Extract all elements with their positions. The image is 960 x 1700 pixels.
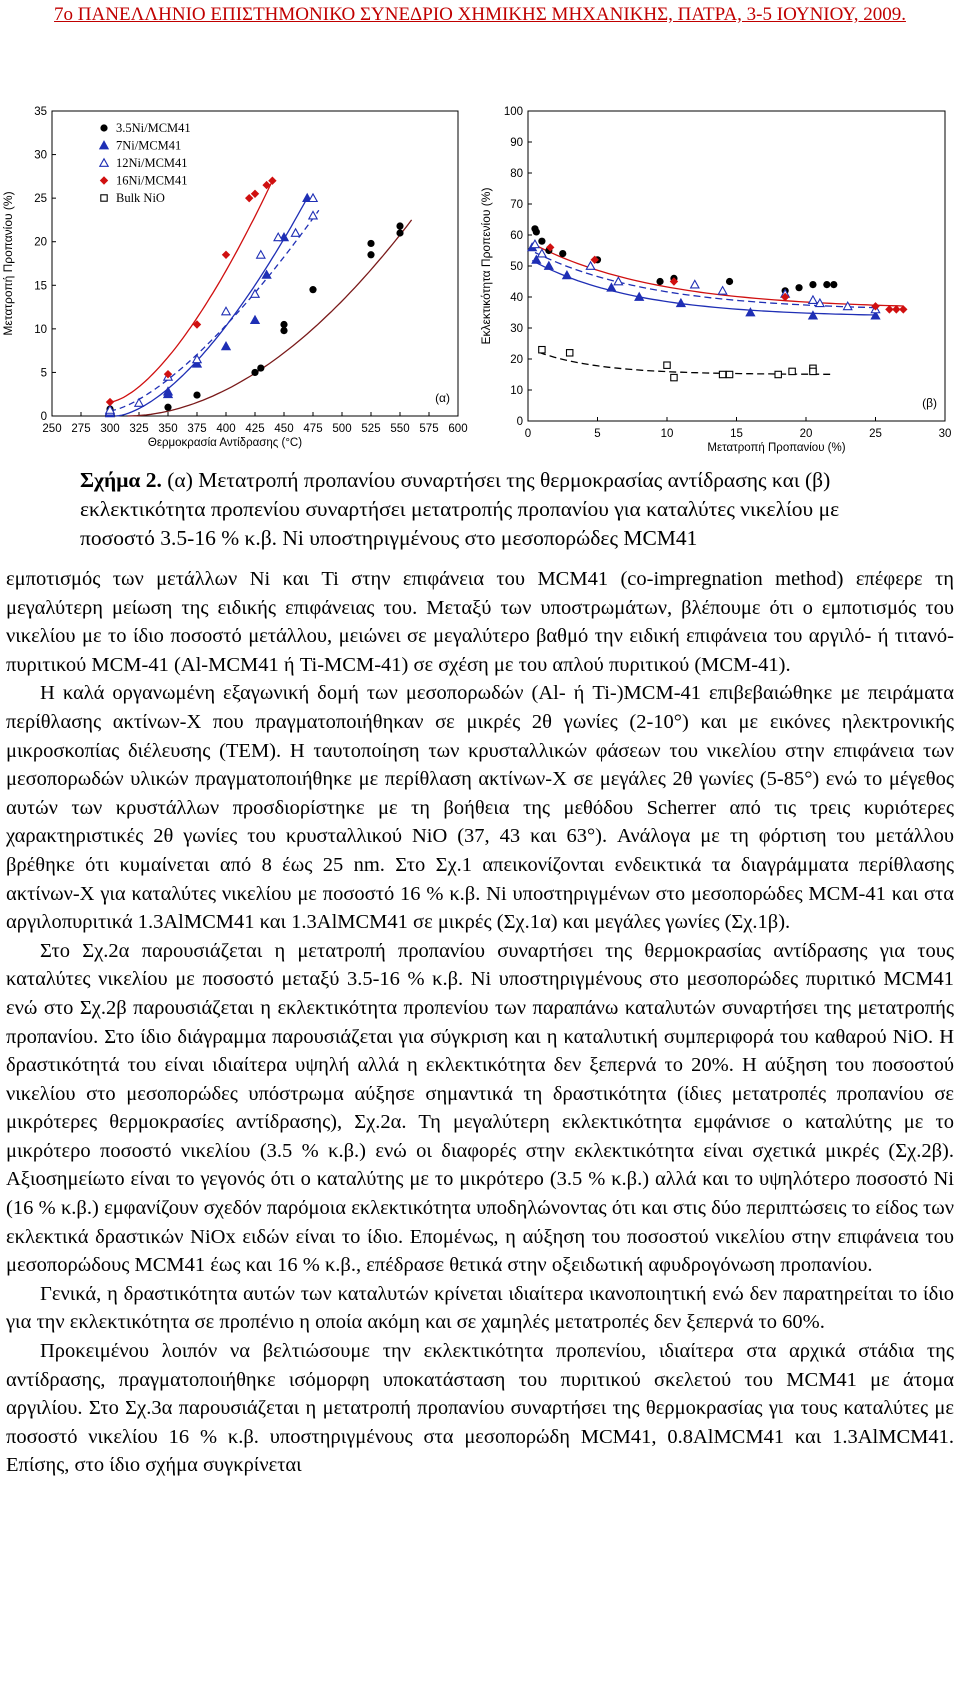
legend-label: 7Ni/MCM41 (116, 138, 182, 153)
x-tick-label: 525 (361, 423, 381, 435)
data-point (193, 391, 200, 398)
x-tick-label: 10 (660, 428, 674, 440)
data-point (795, 284, 802, 291)
data-point (291, 229, 299, 237)
chart-a (1, 106, 468, 449)
y-tick-label: 20 (510, 354, 523, 366)
x-tick-label: 325 (129, 423, 149, 435)
y-tick-label: 100 (503, 106, 523, 118)
chart-b (479, 106, 951, 454)
y-tick-label: 5 (40, 367, 47, 380)
x-tick-label: 300 (100, 423, 120, 435)
data-point (268, 177, 276, 185)
panel-tag: (β) (922, 396, 937, 410)
y-tick-label: 90 (510, 137, 523, 149)
data-point (823, 281, 830, 288)
y-tick-label: 60 (510, 230, 523, 242)
data-point (545, 262, 553, 270)
data-point (274, 233, 282, 241)
data-point (135, 399, 143, 407)
x-tick-label: 30 (938, 428, 952, 440)
data-point (789, 368, 795, 374)
trend-line (110, 181, 272, 402)
data-point (533, 228, 540, 235)
x-tick-label: 20 (799, 428, 813, 440)
x-tick-label: 15 (730, 428, 743, 440)
legend-label: 16Ni/MCM41 (116, 173, 188, 188)
paragraph: Η καλά οργανωμένη εξαγωνική δομή των μεσοπορωδών (Al- ή Ti-)MCM-41 επιβεβαιώθηκε με πειράματα περίθλασης ακτίνων-Χ που πραγματοποιήθηκαν σε μικρές 2θ γωνίες (2-10°) και με εικόνες ηλεκτρονικής μικροσκοπίας διέλευσης (TEM). Η ταυτοποίηση των κρυσταλλικών φάσεων του νικελίου στην επιφάνεια των μεσοπορωδών υλικών πραγματοποιήθηκε με περίθλαση ακτίνων-Χ σε μεγάλες 2θ γωνίες (5-85°) ενώ το μέγεθος αυτών των κρυστάλλων προσδιορίστηκε με τη βοήθεια της μεθόδου Scherrer από τις τρεις κυριότερες χαρακτηριστικές 2θ γωνίες του κρυσταλλικού NiO (37, 43 και 63°). Ανάλογα με τη φόρτιση του μετάλλου βρέθηκε ότι κυμαίνεται από 8 έως 25 nm. Στο Σχ.1 απεικονίζονται ενδεικτικά τα διαγράμματα περίθλασης ακτίνων-Χ για καταλύτες νικελίου με ποσοστό 16 % κ.β. Ni υποστηριγμένων στο μεσοπορώδες MCM-41 και στα αργιλοπυριτικά 1.3AlMCM41 και 1.3AlMCM41 σε μικρές (Σχ.1α) και μεγάλες γωνίες (Σχ.1β). (6, 682, 954, 934)
x-tick-label: 475 (303, 423, 323, 435)
trend-line (116, 198, 307, 416)
data-point (164, 404, 171, 411)
data-point (100, 124, 107, 131)
y-tick-label: 25 (34, 193, 47, 206)
caption-text: (α) Μετατροπή προπανίου συναρτήσει της θερμοκρασίας αντίδρασης και (β) εκλεκτικότητα προπενίου συναρτήσει μετατροπής προπανίου για καταλύτες νικελίου με ποσοστό 3.5-16 % κ.β. Ni υποστηριγμένους στο μεσοπορώδες MCM41 (80, 468, 840, 550)
data-point (100, 176, 108, 184)
data-point (726, 371, 732, 377)
data-point (251, 316, 259, 324)
x-tick-label: 5 (594, 428, 601, 440)
data-point (809, 296, 817, 304)
x-tick-label: 425 (245, 423, 265, 435)
data-point (809, 281, 816, 288)
paragraph: Γενικά, η δραστικότητα αυτών των καταλυτών κρίνεται ιδιαίτερα ικανοποιητική ενώ δεν παρατηρείται το ίδιο για την εκλεκτικότητα σε προπένιο η οποία ακόμη και σε χαμηλές μετατροπές δεν ξεπερνά το 60%. (6, 1282, 954, 1334)
data-point (719, 371, 725, 377)
data-point (671, 374, 677, 380)
data-point (309, 211, 317, 219)
data-point (614, 277, 622, 285)
data-point (586, 262, 594, 270)
y-tick-label: 70 (510, 199, 523, 211)
data-point (396, 222, 403, 229)
data-point (251, 290, 259, 298)
data-point (396, 229, 403, 236)
figure-caption (80, 466, 885, 553)
x-tick-label: 450 (274, 423, 294, 435)
y-tick-label: 30 (510, 323, 523, 335)
data-point (257, 364, 264, 371)
data-point (251, 369, 258, 376)
data-point (101, 195, 107, 201)
figure-2 (0, 95, 960, 470)
data-point (718, 287, 726, 295)
data-point (367, 251, 374, 258)
y-tick-label: 15 (34, 280, 47, 293)
x-tick-label: 25 (869, 428, 882, 440)
x-tick-label: 550 (390, 423, 410, 435)
data-point (280, 321, 287, 328)
caption-label: Σχήμα 2. (80, 468, 162, 492)
paragraph: Στο Σχ.2α παρουσιάζεται η μετατροπή προπανίου συναρτήσει της θερμοκρασίας αντίδρασης για τους καταλύτες νικελίου με ποσοστό μεταξύ 3.5-16 % κ.β. Ni υποστηριγμένους στο μεσοπορώδες πυριτικό MCM41 ενώ στο Σχ.2β παρουσιάζεται η εκλεκτικότητα προπενίου των παραπάνω καταλυτών συναρτήσει της μετατροπής προπανίου. Στο ίδιο διάγραμμα παρουσιάζεται για σύγκριση και η καταλυτική συμπεριφορά του καθαρού NiO. Η δραστικότητά του είναι ιδιαίτερα υψηλή αλλά η εκλεκτικότητα δεν ξεπερνά το 20%. Η αύξηση του ποσοστού νικελίου στο μεσοπορώδες υπόστρωμα αύξησε σημαντικά τη δραστικότητα (ίδιες μετατροπές προπανίου σε μικρότερες θερμοκρασίες αντίδρασης), Σχ.2α. Τη μεγαλύτερη εκλεκτικότητα εμφάνισε ο καταλύτης με το μικρότερο ποσοστό νικελίου (3.5 % κ.β.) ενώ οι διαφορές στην εκλεκτικότητα είναι σχετικά μικρές (Σχ.2β). Αξιοσημείωτο είναι το γεγονός ότι ο καταλύτης με το μικρότερο (3.5 % κ.β.) αλλά και το υψηλότερο ποσοστό Ni (16 % κ.β.) εμφανίζουν σχεδόν παρόμοια εκλεκτικότητα υποδηλώνοντας ότι και στις δύο περιπτώσεις το είδος των εκλεκτικά δραστικών NiOx ειδών είναι το ίδιο. Επομένως, η αύξηση του ποσοστού νικελίου στην επιφάνεια του μεσοπορώδους MCM41 έως και 16 % κ.β., επέδρασε θετικά στην οξειδωτική αφυδρογόνωση προπανίου. (6, 939, 954, 1277)
data-point (309, 286, 316, 293)
x-tick-label: 575 (419, 423, 439, 435)
data-point (539, 347, 545, 353)
data-point (656, 278, 663, 285)
data-point (844, 302, 852, 310)
trend-line (535, 245, 903, 306)
y-tick-label: 0 (40, 411, 47, 423)
x-tick-label: 600 (448, 423, 468, 435)
data-point (691, 280, 699, 288)
panel-tag: (α) (435, 391, 450, 405)
trend-line (535, 253, 876, 308)
x-tick-label: 350 (158, 423, 178, 435)
body-text (6, 565, 954, 1480)
data-point (222, 251, 230, 259)
y-tick-label: 10 (34, 323, 47, 336)
data-point (251, 190, 259, 198)
data-point (100, 159, 108, 167)
data-point (810, 368, 816, 374)
data-point (809, 311, 817, 319)
legend-label: 12Ni/MCM41 (116, 156, 188, 170)
data-point (367, 240, 374, 247)
data-point (100, 141, 108, 149)
data-point (222, 342, 230, 350)
data-point (726, 278, 733, 285)
y-tick-label: 50 (510, 261, 523, 273)
paragraph: εμποτισμός των μετάλλων Ni και Ti στην επιφάνεια του MCM41 (co-impregnation method) επέφερε τη μεγαλύτερη μείωση της ειδικής επιφάνειας του. Μεταξύ των υποστρωμάτων, βλέπουμε ότι ο εμποτισμός του νικελίου με το ίδιο ποσοστό μετάλλου, μειώνει σε μεγαλύτερο βαθμό την ειδική επιφάνεια του αργιλό- ή τιτανό-πυριτικού MCM-41 (Al-MCM41 ή Ti-MCM-41) σε σχέση με του απλού πυριτικού (MCM-41). (6, 568, 954, 676)
data-point (775, 371, 781, 377)
x-axis-label: Μετατροπή Προπανίου (%) (707, 442, 846, 454)
data-point (106, 398, 114, 406)
data-point (257, 251, 265, 259)
x-tick-label: 375 (187, 423, 207, 435)
data-point (830, 281, 837, 288)
x-axis-label: Θερμοκρασία Αντίδρασης (°C) (147, 437, 303, 449)
y-tick-label: 10 (510, 385, 523, 397)
x-tick-label: 275 (71, 423, 91, 435)
y-tick-label: 20 (34, 236, 47, 249)
y-tick-label: 0 (516, 416, 523, 428)
y-tick-label: 80 (510, 168, 523, 180)
y-tick-label: 40 (510, 292, 523, 304)
y-axis-label: Εκλεκτικότητα Προπενίου (%) (479, 187, 493, 345)
data-point (538, 249, 546, 257)
y-axis-label: Μετατροπή Προπανίου (%) (1, 191, 15, 336)
x-tick-label: 500 (332, 423, 352, 435)
y-tick-label: 35 (34, 106, 47, 118)
data-point (559, 250, 566, 257)
data-point (222, 307, 230, 315)
legend-label: Bulk NiO (116, 191, 165, 205)
data-point (567, 350, 573, 356)
x-tick-label: 0 (524, 428, 532, 440)
paragraph: Προκειμένου λοιπόν να βελτιώσουμε την εκλεκτικότητα προπενίου, ιδιαίτερα στα αρχικά στάδια της αντίδρασης, πραγματοποιήθηκε ισόμορφη υποκατάσταση του πυριτικού σκελετού του MCM41 με άτομα αργιλίου. Στο Σχ.3α παρουσιάζεται η μετατροπή προπανίου συναρτήσει της θερμοκρασίας για τους καταλύτες με ποσοστό νικελίου 16 % κ.β. υποστηριγμένους στα μεσοπορώδη MCM41, 0.8AlMCM41 και 1.3AlMCM41. Επίσης, στο ίδιο σχήμα συγκρίνεται (6, 1340, 954, 1477)
data-point (309, 194, 317, 202)
x-tick-label: 400 (216, 423, 236, 435)
legend-label: 3.5Ni/MCM41 (116, 121, 191, 135)
x-tick-label: 250 (42, 423, 62, 435)
data-point (664, 362, 670, 368)
data-point (193, 355, 201, 363)
conference-header: 7ο ΠΑΝΕΛΛΗΝΙΟ ΕΠΙΣΤΗΜΟΝΙΚΟ ΣΥΝΕΔΡΙΟ ΧΗΜΙΚΗΣ ΜΗΧΑΝΙΚΗΣ, ΠΑΤΡΑ, 3-5 ΙΟΥΝΙΟΥ, 2009. (54, 4, 906, 25)
data-point (538, 238, 545, 245)
y-tick-label: 30 (34, 149, 47, 162)
data-point (871, 302, 879, 310)
data-point (245, 194, 253, 202)
